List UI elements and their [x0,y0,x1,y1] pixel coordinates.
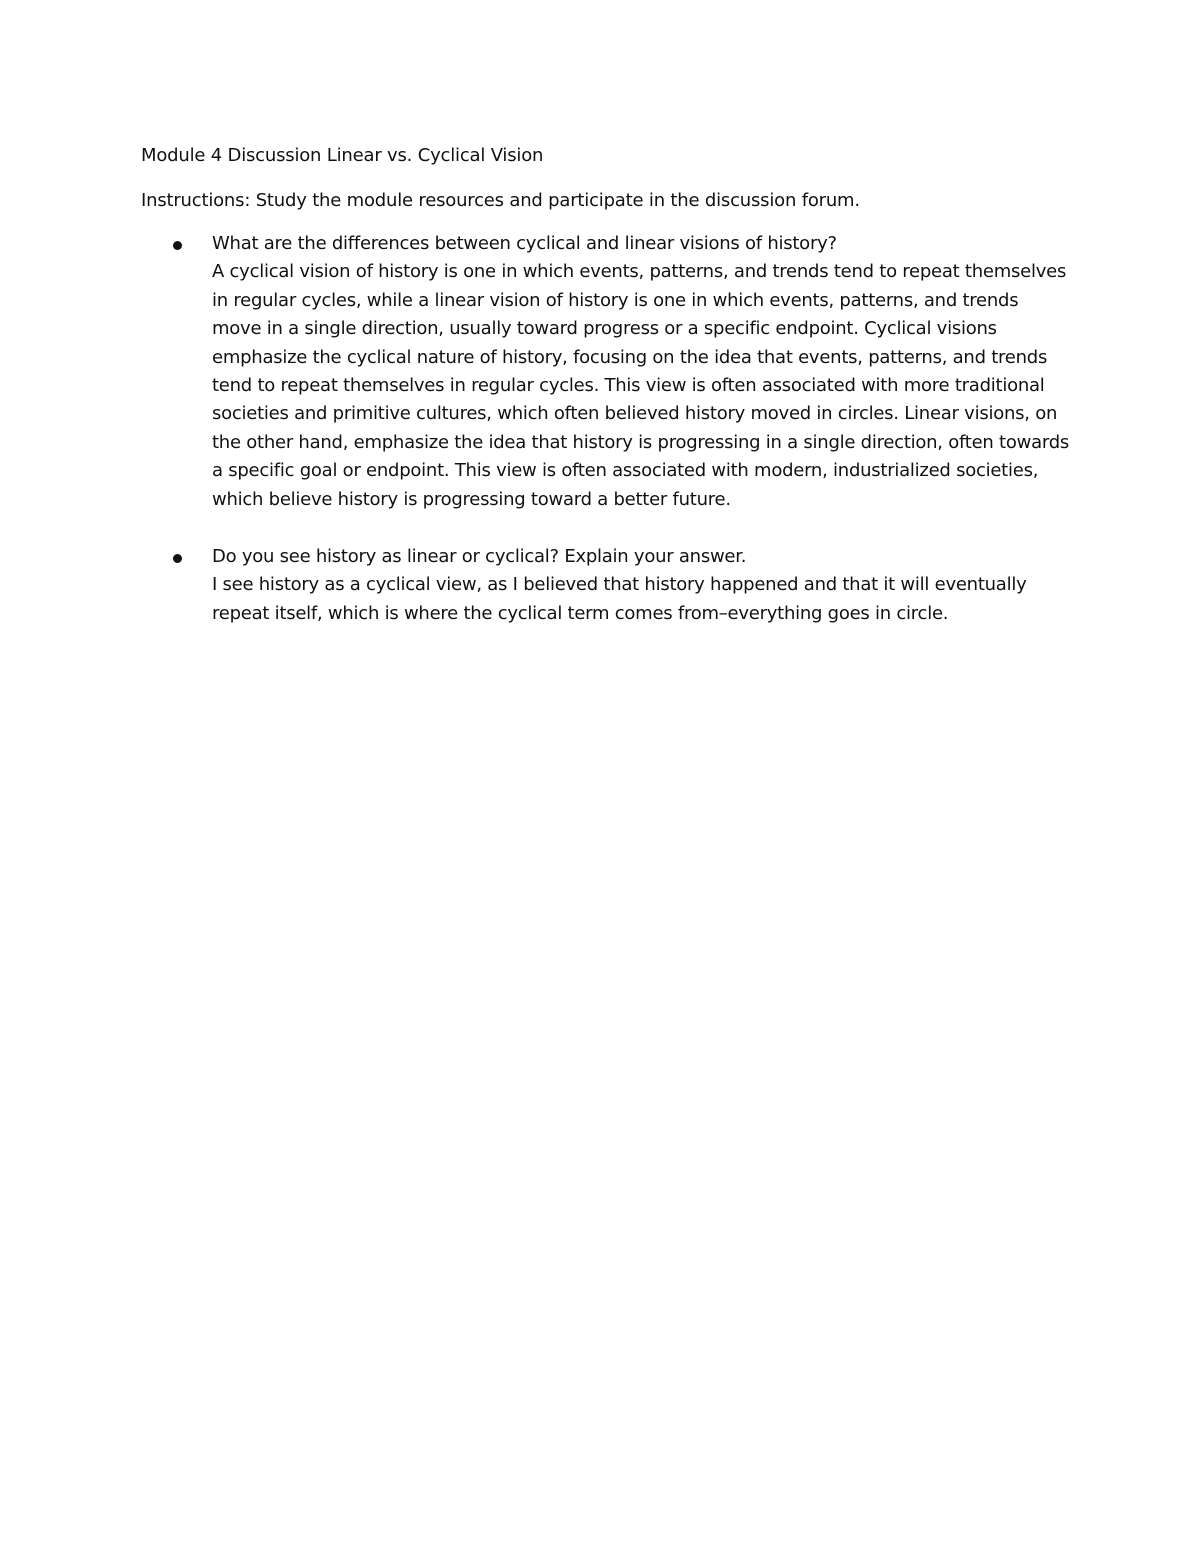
question-text: Do you see history as linear or cyclical? Explain your answer. [212,546,747,567]
bullet-icon [173,554,182,563]
bullet-icon [173,241,182,250]
answer-text: I see history as a cyclical view, as I believed that history happened and that it will eventually repeat itself, which is where the cyclical term comes from–everything goes in circle. [212,574,1027,624]
question-text: What are the differences between cyclical and linear visions of history? [212,233,837,254]
instructions-text: Instructions: Study the module resources and participate in the discussion forum. [141,190,860,211]
question-answer-block [212,230,1072,514]
question-answer-block [212,543,1072,628]
answer-text: A cyclical vision of history is one in which events, patterns, and trends tend to repeat themselves in regular cycles, while a linear vision of history is one in which events, patterns, and trends move in a single direction, usually toward progress or a specific endpoint. Cyclical visions emphasize the cyclical nature of history, focusing on the idea that events, patterns, and trends tend to repeat themselves in regular cycles. This view is often associated with more traditional societies and primitive cultures, which often believed history moved in circles. Linear visions, on the other hand, emphasize the idea that history is progressing in a single direction, often towards a specific goal or endpoint. This view is often associated with modern, industrialized societies, which believe history is progressing toward a better future. [212,261,1070,510]
document-title: Module 4 Discussion Linear vs. Cyclical Vision [141,145,544,166]
